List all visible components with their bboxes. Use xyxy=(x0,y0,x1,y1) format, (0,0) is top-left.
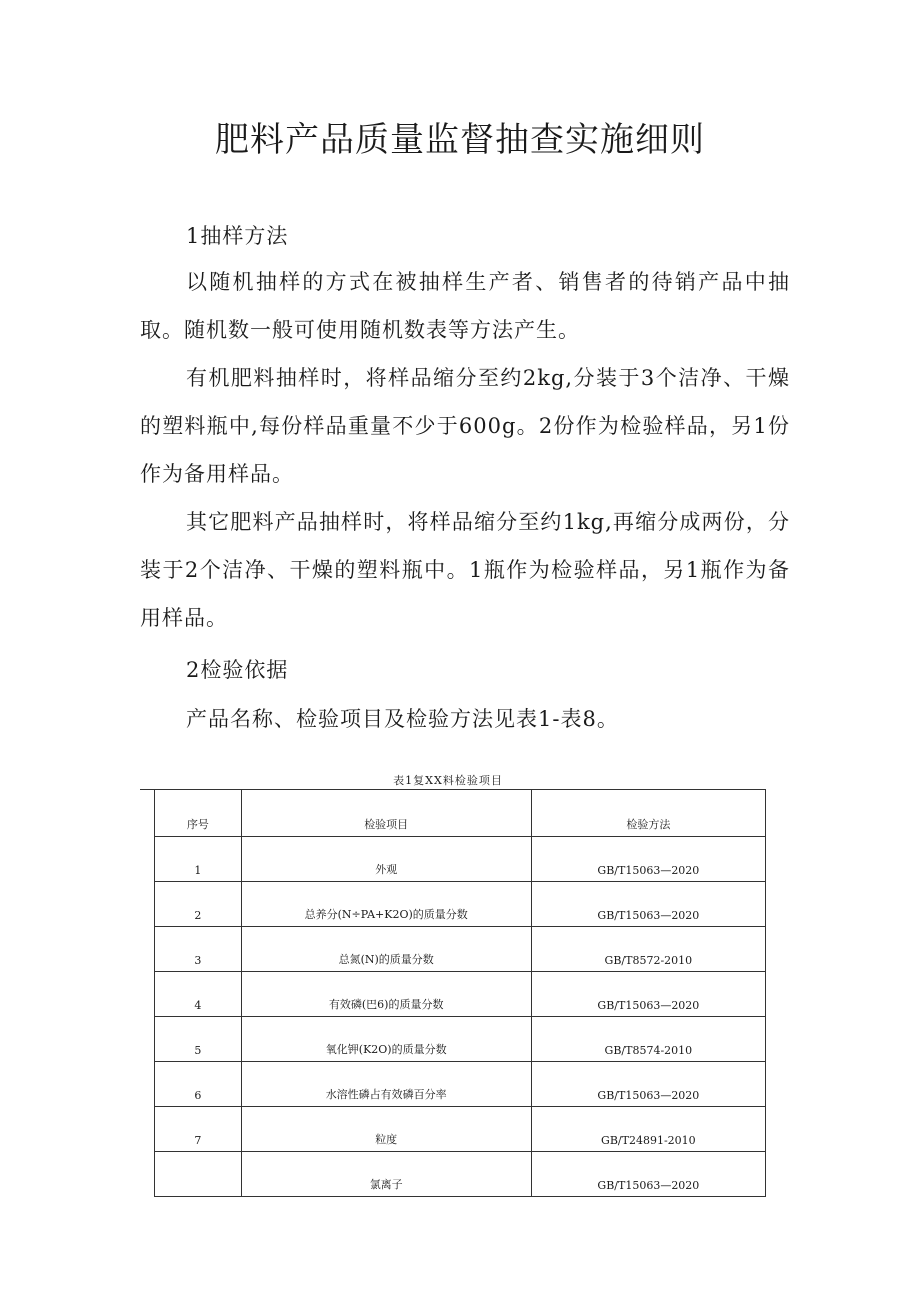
row-serial: 3 xyxy=(155,927,242,972)
table-header-row xyxy=(155,790,766,837)
row-serial: 1 xyxy=(155,837,242,882)
row-method: GB/T15063—2020 xyxy=(531,972,765,1017)
section-1-paragraph-3: 其它肥料产品抽样时，将样品缩分至约1kg,再缩分成两份，分装于2个洁净、干燥的塑料瓶中。1瓶作为检验样品，另1瓶作为备用样品。 xyxy=(140,510,790,630)
section-2-heading: 2检验依据 xyxy=(186,658,289,682)
section-1-paragraph-1: 以随机抽样的方式在被抽样生产者、销售者的待销产品中抽取。随机数一般可使用随机数表等方法产生。 xyxy=(140,270,790,342)
row-method: GB/T15063—2020 xyxy=(531,837,765,882)
row-item: 水溶性磷占有效磷百分率 xyxy=(241,1062,531,1107)
row-serial: 7 xyxy=(155,1107,242,1152)
table-1-caption: 表1复XX料检验项目 xyxy=(140,773,756,790)
row-method: GB/T15063—2020 xyxy=(531,1152,765,1197)
row-item: 粒度 xyxy=(241,1107,531,1152)
section-2-paragraph-1: 产品名称、检验项目及检验方法见表1-表8。 xyxy=(186,707,619,731)
row-serial: 5 xyxy=(155,1017,242,1062)
row-serial xyxy=(155,1152,242,1197)
section-1-heading: 1抽样方法 xyxy=(186,224,289,248)
table-row xyxy=(155,1152,766,1197)
header-serial-number: 序号 xyxy=(155,790,242,837)
row-item: 总氮(N)的质量分数 xyxy=(241,927,531,972)
table-row xyxy=(155,1107,766,1152)
row-method: GB/T8574-2010 xyxy=(531,1017,765,1062)
row-serial: 2 xyxy=(155,882,242,927)
table-row xyxy=(155,972,766,1017)
row-serial: 4 xyxy=(155,972,242,1017)
inspection-items-table xyxy=(154,789,766,1197)
document-title: 肥料产品质量监督抽查实施细则 xyxy=(215,120,705,160)
table-row xyxy=(155,882,766,927)
row-serial: 6 xyxy=(155,1062,242,1107)
table-row xyxy=(155,1062,766,1107)
row-method: GB/T15063—2020 xyxy=(531,1062,765,1107)
header-inspection-method: 检验方法 xyxy=(531,790,765,837)
section-1-paragraph-2: 有机肥料抽样时，将样品缩分至约2kg,分装于3个洁净、干燥的塑料瓶中,每份样品重量不少于600g。2份作为检验样品，另1份作为备用样品。 xyxy=(140,366,790,486)
header-inspection-item: 检验项目 xyxy=(241,790,531,837)
row-item: 氯离子 xyxy=(241,1152,531,1197)
row-method: GB/T15063—2020 xyxy=(531,882,765,927)
table-row xyxy=(155,837,766,882)
row-item: 氧化钾(K2O)的质量分数 xyxy=(241,1017,531,1062)
row-item: 外观 xyxy=(241,837,531,882)
row-method: GB/T8572-2010 xyxy=(531,927,765,972)
row-method: GB/T24891-2010 xyxy=(531,1107,765,1152)
table-row xyxy=(155,1017,766,1062)
row-item: 有效磷(巴6)的质量分数 xyxy=(241,972,531,1017)
table-row xyxy=(155,927,766,972)
row-item: 总养分(N÷PA+K2O)的质量分数 xyxy=(241,882,531,927)
